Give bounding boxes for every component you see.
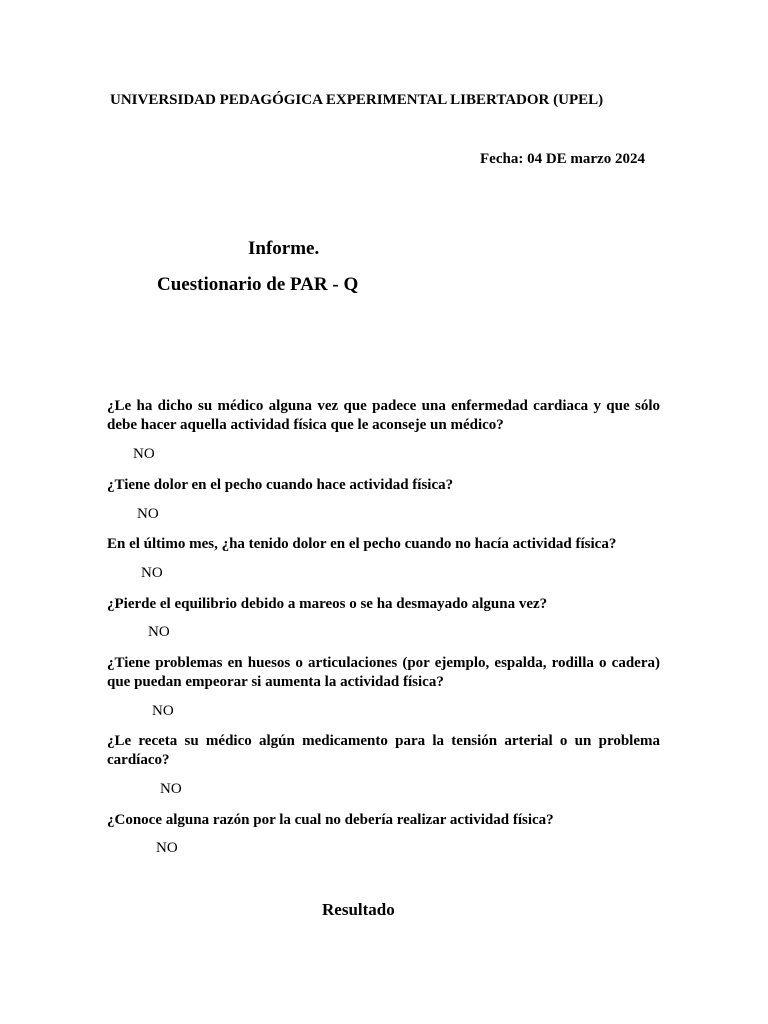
answer-5: NO — [152, 703, 174, 719]
question-3: En el último mes, ¿ha tenido dolor en el pecho cuando no hacía actividad física? — [107, 536, 617, 552]
question-6: ¿Le receta su médico algún medicamento para la tensión arterial o un problema cardíaco? — [107, 733, 660, 768]
question-7: ¿Conoce alguna razón por la cual no debería realizar actividad física? — [107, 812, 554, 828]
institution-name: UNIVERSIDAD PEDAGÓGICA EXPERIMENTAL LIBERTADOR (UPEL) — [110, 92, 604, 108]
report-date: Fecha: 04 DE marzo 2024 — [480, 151, 645, 167]
question-2: ¿Tiene dolor en el pecho cuando hace actividad física? — [107, 477, 454, 493]
question-5: ¿Tiene problemas en huesos o articulaciones (por ejemplo, espalda, rodilla o cadera) que puedan empeorar si aumenta la actividad física? — [107, 655, 660, 690]
answer-6: NO — [160, 781, 182, 797]
answer-4: NO — [148, 624, 170, 640]
answer-3: NO — [141, 565, 163, 581]
result-heading: Resultado — [322, 900, 395, 919]
report-subtitle: Cuestionario de PAR - Q — [157, 274, 359, 295]
question-1: ¿Le ha dicho su médico alguna vez que padece una enfermedad cardiaca y que sólo debe hacer aquella actividad física que le aconseje un médico? — [107, 398, 660, 433]
answer-2: NO — [137, 506, 159, 522]
answer-1: NO — [133, 446, 155, 462]
question-4: ¿Pierde el equilibrio debido a mareos o se ha desmayado alguna vez? — [107, 596, 548, 612]
answer-7: NO — [156, 840, 178, 856]
report-title: Informe. — [248, 238, 320, 259]
